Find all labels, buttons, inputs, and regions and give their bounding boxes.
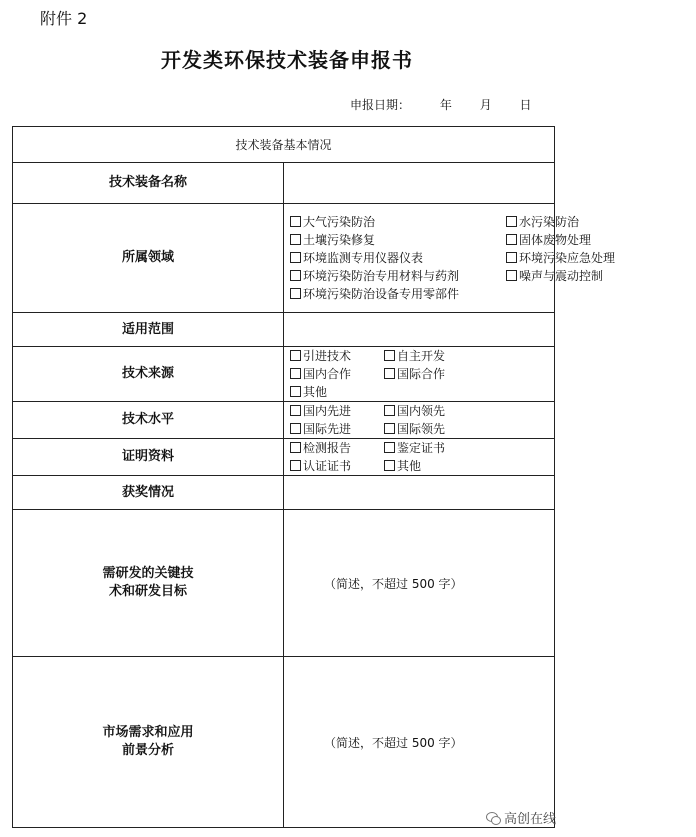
watermark-text: 高创在线 xyxy=(503,812,556,827)
section-title: 技术装备基本情况 xyxy=(13,127,555,163)
date-day: 日 xyxy=(519,98,532,112)
checkbox-icon xyxy=(506,216,517,227)
name-label: 技术装备名称 xyxy=(13,163,284,204)
proof-field xyxy=(284,439,555,476)
market-note: （简述，不超过 500 字） xyxy=(324,735,463,750)
domain-field xyxy=(284,204,616,313)
name-field[interactable] xyxy=(284,163,555,204)
attachment-label: 附件 2 xyxy=(40,9,88,28)
key-tech-field[interactable] xyxy=(284,510,555,657)
checkbox-icon xyxy=(290,288,301,299)
domain-option[interactable]: 环境污染应急处理 xyxy=(506,249,615,267)
domain-option[interactable]: 环境监测专用仪器仪表 xyxy=(290,249,423,267)
application-form-table xyxy=(12,126,616,828)
date-label: 申报日期： xyxy=(350,98,411,112)
level-field xyxy=(284,402,555,439)
source-option[interactable]: 引进技术 xyxy=(290,347,378,365)
source-field xyxy=(284,347,555,402)
level-label: 技术水平 xyxy=(13,402,284,439)
checkbox-icon xyxy=(290,423,301,434)
domain-option[interactable]: 环境污染防治专用材料与药剂 xyxy=(290,267,459,285)
level-option[interactable]: 国际先进 xyxy=(290,420,378,438)
checkbox-icon xyxy=(290,442,301,453)
date-year: 年 xyxy=(439,98,452,112)
proof-option[interactable]: 其他 xyxy=(384,457,472,475)
checkbox-icon xyxy=(384,368,395,379)
checkbox-icon xyxy=(290,234,301,245)
checkbox-icon xyxy=(384,460,395,471)
proof-label: 证明资料 xyxy=(13,439,284,476)
checkbox-icon xyxy=(384,350,395,361)
domain-options-left xyxy=(290,213,506,303)
checkbox-icon xyxy=(290,252,301,263)
domain-option[interactable]: 土壤污染修复 xyxy=(290,231,375,249)
source-option[interactable]: 其他 xyxy=(290,383,378,401)
checkbox-icon xyxy=(290,460,301,471)
document-title: 开发类环保技术装备申报书 xyxy=(161,48,413,72)
watermark xyxy=(486,808,556,827)
domain-option[interactable]: 大气污染防治 xyxy=(290,213,375,231)
checkbox-icon xyxy=(290,216,301,227)
awards-label: 获奖情况 xyxy=(13,476,284,510)
checkbox-icon xyxy=(290,405,301,416)
checkbox-icon xyxy=(506,252,517,263)
checkbox-icon xyxy=(290,368,301,379)
level-option[interactable]: 国际领先 xyxy=(384,420,472,438)
key-tech-note: （简述，不超过 500 字） xyxy=(324,576,463,591)
checkbox-icon xyxy=(290,270,301,281)
checkbox-icon xyxy=(290,386,301,397)
source-option[interactable]: 国际合作 xyxy=(384,365,472,383)
scope-label: 适用范围 xyxy=(13,313,284,347)
level-option[interactable]: 国内领先 xyxy=(384,402,472,420)
domain-option[interactable]: 环境污染防治设备专用零部件 xyxy=(290,285,459,303)
checkbox-icon xyxy=(384,405,395,416)
source-label: 技术来源 xyxy=(13,347,284,402)
key-tech-label: 需研发的关键技 术和研发目标 xyxy=(13,510,284,657)
checkbox-icon xyxy=(384,423,395,434)
domain-option[interactable]: 噪声与震动控制 xyxy=(506,267,603,285)
domain-options-right xyxy=(506,213,696,303)
proof-option[interactable]: 认证证书 xyxy=(290,457,378,475)
application-date xyxy=(350,96,532,113)
domain-option[interactable]: 水污染防治 xyxy=(506,213,579,231)
checkbox-icon xyxy=(290,350,301,361)
market-label: 市场需求和应用 前景分析 xyxy=(13,657,284,828)
domain-option[interactable]: 固体废物处理 xyxy=(506,231,591,249)
awards-field[interactable] xyxy=(284,476,555,510)
checkbox-icon xyxy=(384,442,395,453)
proof-option[interactable]: 检测报告 xyxy=(290,439,378,457)
wechat-icon xyxy=(486,812,500,824)
proof-option[interactable]: 鉴定证书 xyxy=(384,439,472,457)
date-month: 月 xyxy=(479,98,492,112)
source-option[interactable]: 自主开发 xyxy=(384,347,472,365)
source-option[interactable]: 国内合作 xyxy=(290,365,378,383)
scope-field[interactable] xyxy=(284,313,555,347)
domain-label: 所属领域 xyxy=(13,204,284,313)
level-option[interactable]: 国内先进 xyxy=(290,402,378,420)
checkbox-icon xyxy=(506,270,517,281)
market-field[interactable] xyxy=(284,657,555,828)
checkbox-icon xyxy=(506,234,517,245)
